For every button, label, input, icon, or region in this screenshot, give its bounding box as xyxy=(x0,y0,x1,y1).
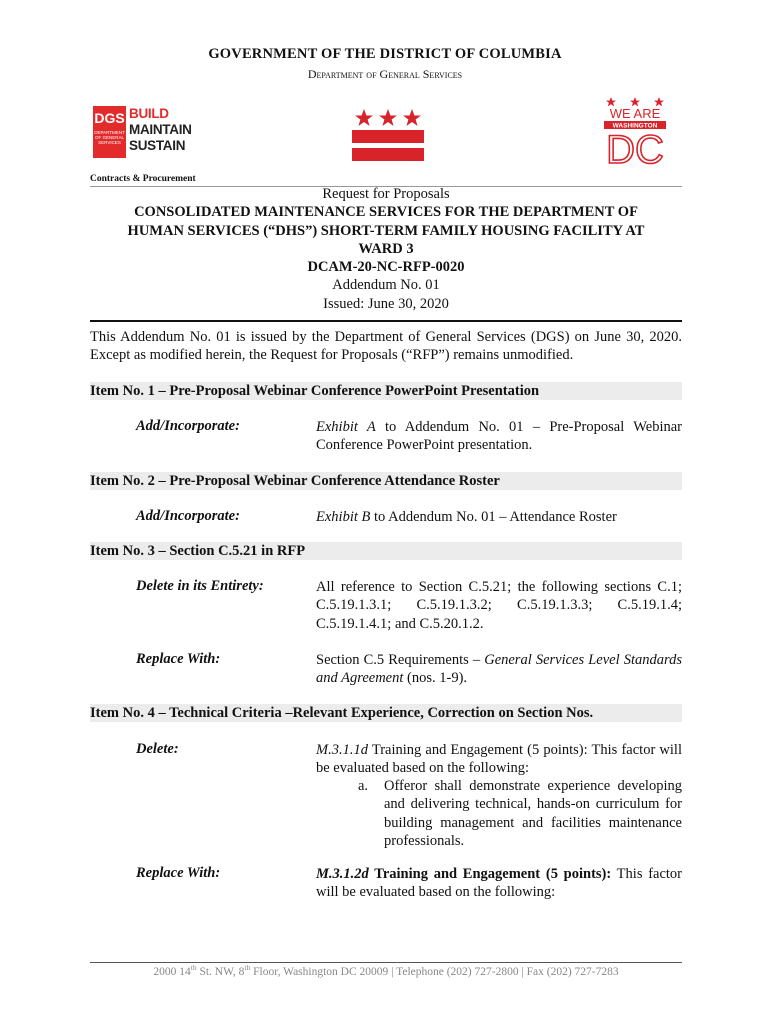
dc-flag-icon xyxy=(352,107,424,162)
item-3-heading: Item No. 3 – Section C.5.21 in RFP xyxy=(90,542,682,560)
rfp-number: DCAM-20-NC-RFP-0020 xyxy=(307,259,465,276)
we-are-text: WE ARE xyxy=(609,106,661,121)
rfp-title-line-2: HUMAN SERVICES (“DHS”) SHORT-TERM FAMILY HOUSING FACILITY AT xyxy=(127,222,645,239)
dgs-logo xyxy=(93,106,192,158)
item-1-label: Add/Incorporate: xyxy=(136,418,240,434)
item-2-label: Add/Incorporate: xyxy=(136,508,240,524)
item-3-replace-tail: (nos. 1-9). xyxy=(403,670,468,687)
dgs-subtitle: DEPARTMENT OF GENERAL SERVICES xyxy=(94,130,125,145)
item-4-delete-label: Delete: xyxy=(136,741,179,757)
intro-paragraph: This Addendum No. 01 is issued by the Department of General Services (DGS) on June 30, 2020. Except as modified herein, the Request for Proposals (“RFP”) remains unmodified. xyxy=(90,329,682,363)
item-1-content-text: to Addendum No. 01 – Pre-Proposal Webinar Conference PowerPoint presentation. xyxy=(316,419,682,454)
dgs-letters: DGS xyxy=(94,110,125,126)
item-3-replace-content xyxy=(316,651,682,688)
exhibit-a-ref: Exhibit A xyxy=(316,419,376,435)
footer-sup-1: th xyxy=(190,963,197,972)
item-1-content xyxy=(316,418,682,455)
rfp-title-line-3: WARD 3 xyxy=(358,240,414,257)
item-2-content-text: to Addendum No. 01 – Attendance Roster xyxy=(370,509,617,525)
rfp-title-block xyxy=(90,185,682,313)
item-4-delete-section: M.3.1.1d xyxy=(316,742,368,758)
section-label: Contracts & Procurement xyxy=(90,174,196,184)
item-4-replace-text: This factor will be evaluated based on the following: xyxy=(316,866,683,901)
dgs-word-build: BUILD xyxy=(129,106,169,121)
footer-sup-2: th xyxy=(244,963,251,972)
addendum-number: Addendum No. 01 xyxy=(332,277,440,294)
item-3-replace-text: Section C.5 Requirements – xyxy=(316,652,485,668)
item-4-replace-heading: Training and Engagement (5 points): xyxy=(368,866,612,882)
item-3-replace-title: General Services Level Standards and Agreement xyxy=(316,652,683,687)
item-3-replace-label: Replace With: xyxy=(136,651,221,667)
issued-date: Issued: June 30, 2020 xyxy=(323,295,449,312)
exhibit-b-ref: Exhibit B xyxy=(316,509,371,525)
dgs-word-maintain: MAINTAIN xyxy=(129,122,192,137)
item-2-content xyxy=(316,508,682,526)
dgs-word-sustain: SUSTAIN xyxy=(129,138,186,153)
sub-item-text: Offeror shall demonstrate experience developing and delivering technical, hands-on curriculum for building management and facilities maintenance professionals. xyxy=(384,778,682,849)
item-1-heading: Item No. 1 – Pre-Proposal Webinar Conference PowerPoint Presentation xyxy=(90,382,682,400)
rfp-title-line-1: CONSOLIDATED MAINTENANCE SERVICES FOR THE DEPARTMENT OF xyxy=(134,204,638,221)
footer-addr-part-3: Floor, Washington DC 20009 | Telephone (202) 727-2800 | Fax (202) 727-7283 xyxy=(250,965,619,978)
item-3-delete-label: Delete in its Entirety: xyxy=(136,578,264,594)
item-4-delete-text: Training and Engagement (5 points): This factor will be evaluated based on the following: xyxy=(316,742,682,777)
item-4-replace-section: M.3.1.2d xyxy=(316,866,369,882)
footer-addr-part-1: 2000 14 xyxy=(153,965,191,978)
dgs-tagline xyxy=(129,106,192,154)
dc-text: DC xyxy=(606,128,664,165)
item-3-delete-text: All reference to Section C.5.21; the following sections C.1; C.5.19.1.3.1; C.5.19.1.3.2; C.5.19.1.3.3; C.5.19.1.4; C.5.19.1.4.1; and C.5.20.1.2. xyxy=(316,579,682,632)
we-are-washington-dc-logo xyxy=(600,97,670,165)
item-4-sub-item-a xyxy=(358,777,682,850)
department-name: Department of General Services xyxy=(307,67,463,81)
item-4-delete-content xyxy=(316,741,682,778)
footer-address xyxy=(90,963,682,978)
item-2-heading: Item No. 2 – Pre-Proposal Webinar Conference Attendance Roster xyxy=(90,472,682,490)
washington-text: WASHINGTON xyxy=(612,122,658,130)
title-divider xyxy=(90,320,682,322)
item-4-replace-label: Replace With: xyxy=(136,865,221,881)
government-title: GOVERNMENT OF THE DISTRICT OF COLUMBIA xyxy=(208,46,562,62)
sub-item-marker: a. xyxy=(358,778,369,794)
rfp-type: Request for Proposals xyxy=(322,186,450,202)
item-4-heading: Item No. 4 – Technical Criteria –Relevant Experience, Correction on Section Nos. xyxy=(90,704,682,722)
footer-addr-part-2: St. NW, 8 xyxy=(196,965,245,978)
item-4-replace-content xyxy=(316,865,682,902)
